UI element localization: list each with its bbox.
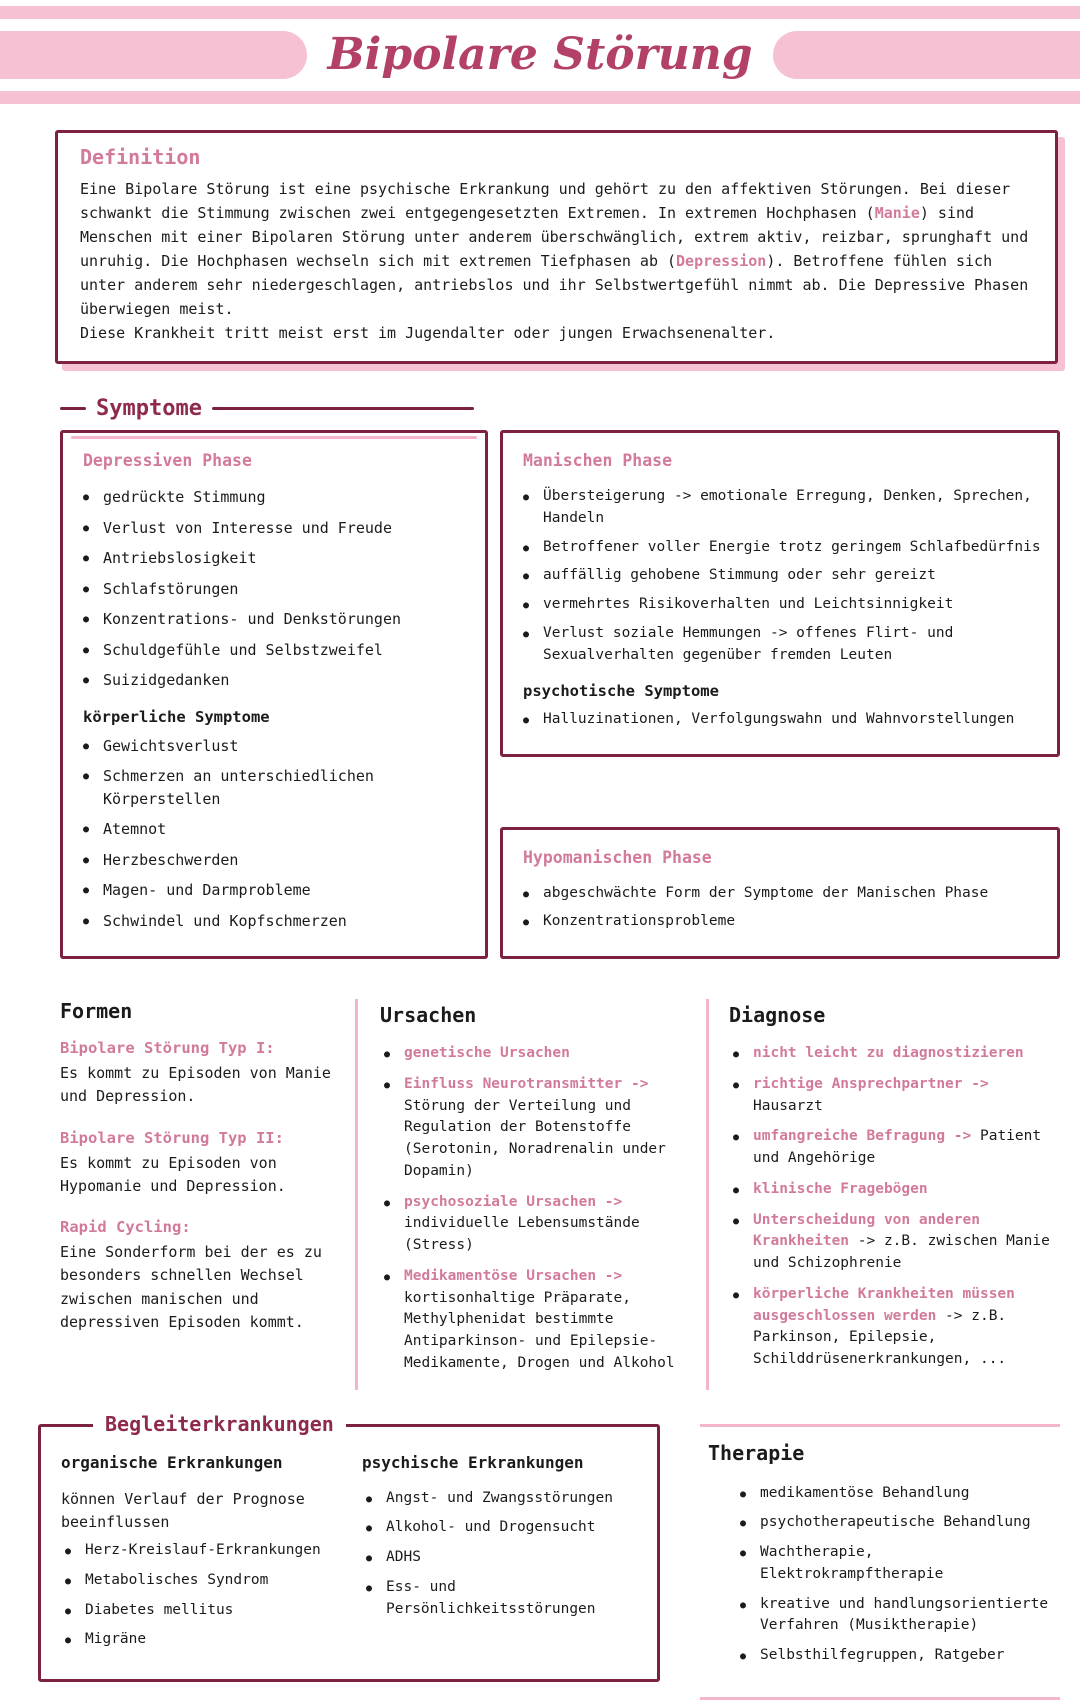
organische-erkrankungen-intro: können Verlauf der Prognose beeinflussen [61,1489,305,1531]
banner-stripe-bottom [0,91,1080,104]
diagnose-heading: Diagnose [729,1003,826,1027]
therapie-section [700,1424,1060,1700]
symptome-heading-row [60,396,1060,421]
banner-pill-right [773,31,1080,79]
list-item: ● Konzentrations- und Denkstörungen [79,608,469,631]
psychische-erkrankungen-column [362,1453,637,1660]
formen-entry-title: Rapid Cycling: [60,1218,191,1236]
symptome-section [60,396,1060,959]
list-item: ● nicht leicht zu diagnostizieren [729,1043,1060,1065]
depressive-symptoms-list [79,486,469,692]
list-item: ● richtige Ansprechpartner -> Hausarzt [729,1074,1060,1118]
list-item: ● Betroffener voller Energie trotz geringem Schlafbedürfnis [519,537,1041,559]
formen-entry-rapid-cycling [60,1218,335,1334]
formen-entry-body: Es kommt zu Episoden von Hypomanie und Depression. [60,1153,286,1195]
symptome-heading: Symptome [96,396,202,421]
psychische-erkrankungen-list [362,1488,637,1621]
list-item: ● abgeschwächte Form der Symptome der Manischen Phase [519,883,1041,905]
definition-heading: Definition [80,145,201,169]
list-item: ● Gewichtsverlust [79,735,469,758]
list-item: ● Selbsthilfegruppen, Ratgeber [736,1645,1056,1667]
hypomanic-symptoms-list [519,883,1041,934]
list-item: ● Schwindel und Kopfschmerzen [79,910,469,933]
list-item: ● Herzbeschwerden [79,849,469,872]
manic-symptoms-list [519,486,1041,666]
symptome-grid [60,430,1060,959]
heading-rule-left [60,407,86,410]
list-item: ● Metabolisches Syndrom [61,1570,336,1592]
list-item: ● kreative und handlungsorientierte Verfahren (Musiktherapie) [736,1594,1056,1638]
definition-section [55,130,1058,364]
list-item: ● Magen- und Darmprobleme [79,879,469,902]
list-item: ● Verlust von Interesse und Freude [79,517,469,540]
list-item: ● auffällig gehobene Stimmung oder sehr gereizt [519,565,1041,587]
diagnose-list [729,1043,1060,1371]
ursachen-heading: Ursachen [380,1003,477,1027]
ursachen-list [380,1043,690,1375]
symptome-right-column [500,430,1060,959]
manic-phase-heading: Manischen Phase [523,451,673,470]
list-item: ● Übersteigerung -> emotionale Erregung, Denken, Sprechen, Handeln [519,486,1041,530]
list-item: ● Schuldgefühle und Selbstzweifel [79,639,469,662]
list-item: ● medikamentöse Behandlung [736,1483,1056,1505]
list-item: ● Antriebslosigkeit [79,547,469,570]
formen-section [60,999,355,1390]
psychische-erkrankungen-heading: psychische Erkrankungen [362,1452,584,1472]
formen-entry-body: Es kommt zu Episoden von Manie und Depression. [60,1064,331,1106]
list-item: ● Halluzinationen, Verfolgungswahn und Wahnvorstellungen [519,709,1041,731]
formen-entry-typ1 [60,1039,335,1109]
therapie-heading: Therapie [708,1440,805,1465]
hypomanic-phase-box [500,827,1060,960]
list-item: ● Herz-Kreislauf-Erkrankungen [61,1540,336,1562]
hypomanic-phase-heading: Hypomanischen Phase [523,847,712,867]
list-item: ● Schlafstörungen [79,578,469,601]
list-item: ● psychosoziale Ursachen -> individuelle Lebensumstände (Stress) [380,1192,690,1257]
list-item: ● Konzentrationsprobleme [519,911,1041,933]
psychotic-symptoms-list [519,709,1041,731]
organische-erkrankungen-list [61,1540,336,1651]
physical-symptoms-heading: körperliche Symptome [83,707,270,726]
banner-stripe-top [0,6,1080,19]
list-item: ● genetische Ursachen [380,1043,690,1065]
list-item: ● Alkohol- und Drogensucht [362,1517,637,1539]
definition-paragraph-2: Diese Krankheit tritt meist erst im Jugendalter oder jungen Erwachsenenalter. [80,324,776,342]
list-item: ● Medikamentöse Ursachen -> kortisonhaltige Präparate, Methylphenidat bestimmte Antiparkinson- und Epilepsie- Medikamente, Drogen und Alkohol [380,1266,690,1375]
list-item: ● Angst- und Zwangsstörungen [362,1488,637,1510]
diagnose-section [706,999,1060,1390]
formen-entry-body: Eine Sonderform bei der es zu besonders schnellen Wechsel zwischen manischen und depressiven Episoden kommt. [60,1243,322,1331]
depressive-phase-box [60,430,488,959]
list-item: ● körperliche Krankheiten müssen ausgeschlossen werden -> z.B. Parkinson, Epilepsie, Schilddrüsenerkrankungen, ... [729,1284,1060,1371]
physical-symptoms-list [79,735,469,933]
formen-entry-title: Bipolare Störung Typ II: [60,1128,284,1147]
list-item: ● ADHS [362,1547,637,1569]
keyword-depression: Depression [676,252,767,270]
bottom-row [38,1411,1060,1700]
psychotic-symptoms-heading: psychotische Symptome [523,682,719,701]
begleiterkrankungen-heading: Begleiterkrankungen [93,1412,346,1436]
formen-entry-title: Bipolare Störung Typ I: [60,1039,275,1057]
list-item: ● Verlust soziale Hemmungen -> offenes Flirt- und Sexualverhalten gegenüber fremden Leuten [519,623,1041,667]
list-item: ● Ess- und Persönlichkeitsstörungen [362,1577,637,1621]
organische-erkrankungen-column [61,1453,336,1660]
list-item: ● Unterscheidung von anderen Krankheiten -> z.B. zwischen Manie und Schizophrenie [729,1210,1060,1275]
list-item: ● Diabetes mellitus [61,1600,336,1622]
organische-erkrankungen-heading: organische Erkrankungen [61,1452,283,1472]
begleiterkrankungen-columns [61,1453,637,1660]
list-item: ● klinische Fragebögen [729,1179,1060,1201]
page-title: Bipolare Störung [327,29,753,80]
depressive-phase-heading: Depressiven Phase [83,451,252,470]
title-banner [0,0,1080,104]
banner-pill-row [0,27,1080,83]
list-item: ● Migräne [61,1629,336,1651]
list-item: ● vermehrtes Risikoverhalten und Leichtsinnigkeit [519,594,1041,616]
manic-phase-box [500,430,1060,757]
banner-pill-left [0,31,307,79]
list-item: ● gedrückte Stimmung [79,486,469,509]
formen-entry-typ2 [60,1129,335,1199]
middle-columns [60,999,1060,1390]
list-item: ● Wachtherapie, Elektrokrampftherapie [736,1542,1056,1586]
formen-heading: Formen [60,999,133,1023]
keyword-manie: Manie [874,204,920,222]
therapie-list [736,1483,1056,1667]
heading-rule-right [212,407,474,410]
list-item: ● psychotherapeutische Behandlung [736,1512,1056,1534]
begleiterkrankungen-section [38,1411,660,1683]
definition-paragraph: Eine Bipolare Störung ist eine psychische Erkrankung und gehört zu den affektiven Störungen. Bei dieser schwankt die Stimmung zwischen zwei entgegengesetzten Extremen. In extremen Hochphasen (Manie) sind Menschen mit einer Bipolaren Störung unter anderem überschwänglich, extrem aktiv, reizbar, sprunghaft und unruhig. Die Hochphasen wechseln sich mit extremen Tiefphasen ab (Depression). Betroffene fühlen sich unter anderem sehr niedergeschlagen, antriebslos und ihr Selbstwertgefühl nimmt ab. Die Depressive Phasen überwiegen meist. [80,180,1029,318]
ursachen-section [355,999,700,1390]
list-item: ● Einfluss Neurotransmitter -> Störung der Verteilung und Regulation der Botenstoffe (Serotonin, Noradrenalin under Dopamin) [380,1074,690,1183]
list-item: ● Suizidgedanken [79,669,469,692]
list-item: ● umfangreiche Befragung -> Patient und Angehörige [729,1126,1060,1170]
list-item: ● Atemnot [79,818,469,841]
list-item: ● Schmerzen an unterschiedlichen Körperstellen [79,765,469,810]
